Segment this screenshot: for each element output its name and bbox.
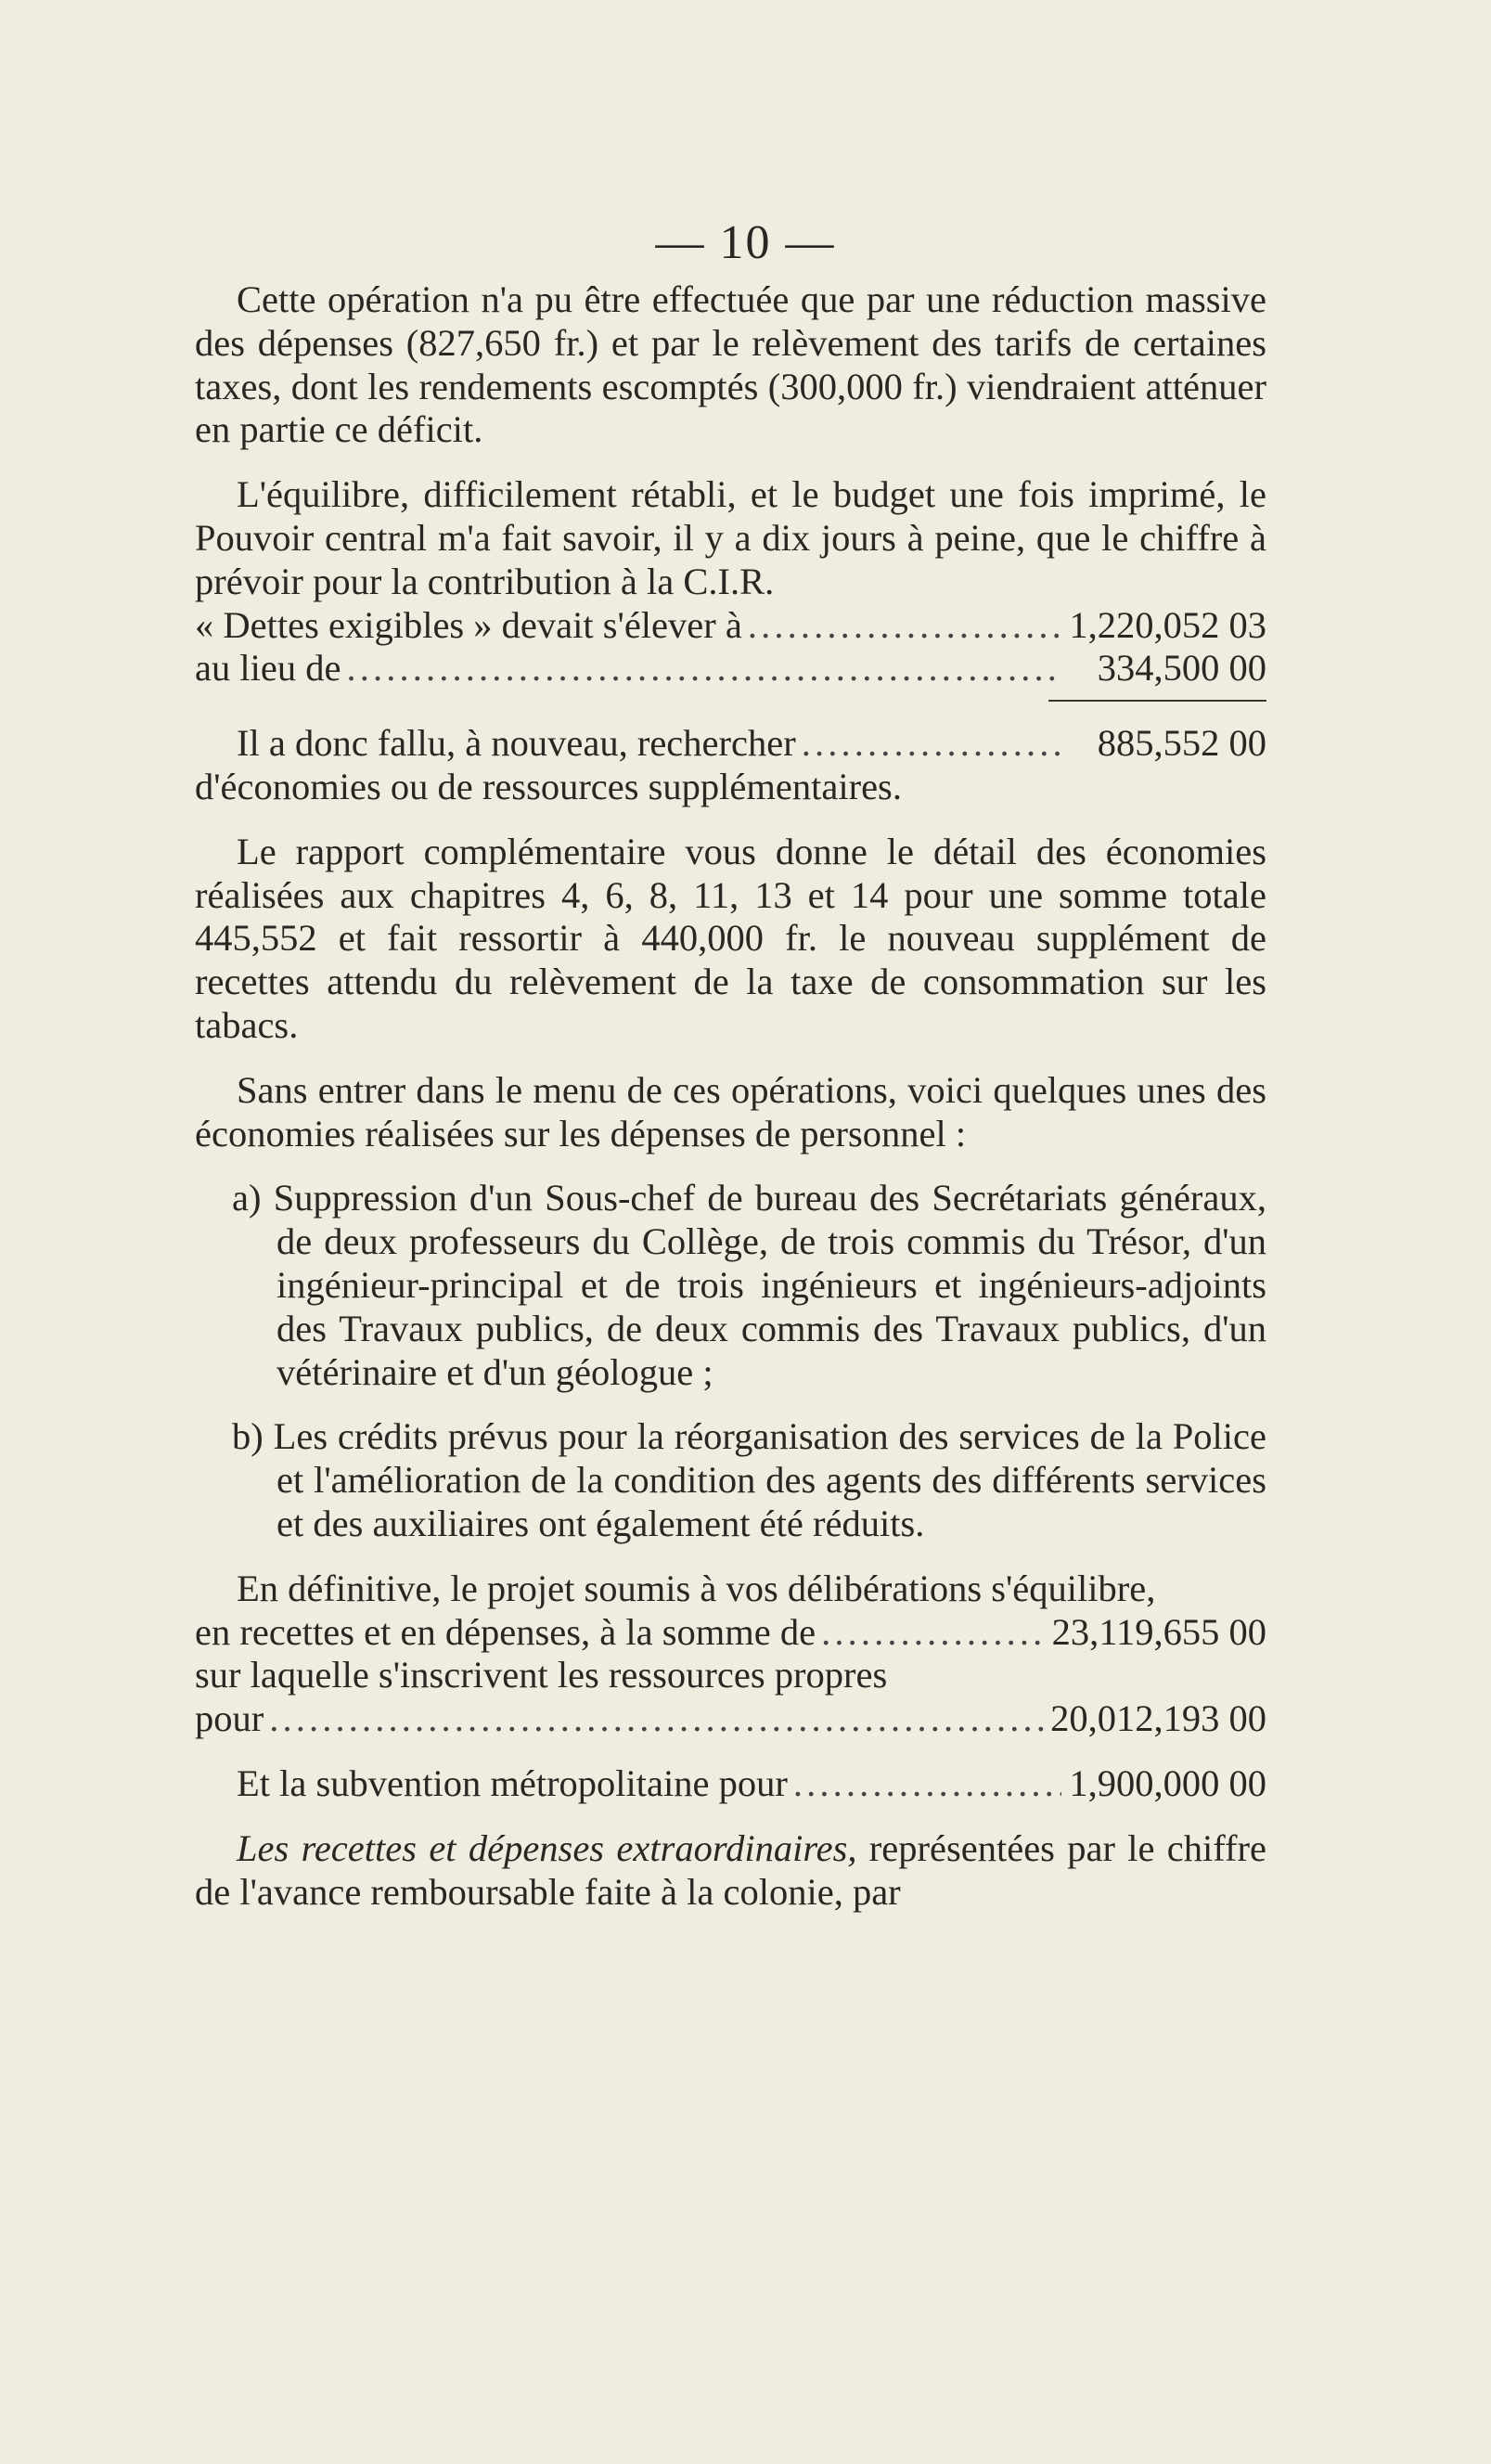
paragraph-definitive xyxy=(195,1567,1266,1741)
subvention-label: Et la subvention métropolitaine pour xyxy=(237,1761,788,1804)
extraordinaires-italic: Les recettes et dépenses extraordinaires, xyxy=(237,1826,857,1869)
equilibre-text: L'équilibre, difficilement rétabli, et le budget une fois imprimé, le Pouvoir central m'a fait savoir, il y a dix jours à peine, que le chiffre à prévoir pour la contribution à la C.I.R. xyxy=(195,473,1266,602)
subvention-line xyxy=(195,1762,1266,1806)
au-lieu-de-line xyxy=(195,647,1266,690)
subtraction-rule xyxy=(1048,700,1266,702)
item-b-marker: b) xyxy=(232,1415,263,1458)
fallu-label: Il a donc fallu, à nouveau, rechercher xyxy=(237,722,796,765)
dot-leader xyxy=(748,604,1061,648)
paragraph-equilibre xyxy=(195,473,1266,702)
fallu-tail: d'économies ou de ressources supplémentaires. xyxy=(195,765,902,807)
somme-label: en recettes et en dépenses, à la somme de xyxy=(195,1610,816,1653)
dettes-exigibles-amount: 1,220,052 03 xyxy=(1069,603,1266,646)
extraordinaires-rest: représentées par le chiffre de l'avance remboursable faite à la colonie, par xyxy=(195,1826,1266,1913)
pour-line xyxy=(195,1697,1266,1741)
dot-leader xyxy=(346,647,1061,690)
somme-line xyxy=(195,1611,1266,1655)
pour-amount: 20,012,193 00 xyxy=(1050,1697,1266,1740)
list-item-a xyxy=(195,1177,1266,1394)
list-item-b xyxy=(195,1415,1266,1545)
item-a-marker: a) xyxy=(232,1177,262,1219)
paragraph-extraordinaires xyxy=(195,1827,1266,1915)
pour-label: pour xyxy=(195,1697,264,1740)
dot-leader xyxy=(793,1762,1061,1806)
ressources-text: sur laquelle s'inscrivent les ressources propres xyxy=(195,1654,888,1696)
paragraph-operation: Cette opération n'a pu être effectuée que par une réduction massive des dépenses (827,650 fr.) et par le relèvement des tarifs de certaines taxes, dont les rendements escomptés (300,000 fr.) viendraient atténuer en partie ce déficit. xyxy=(195,278,1266,451)
paragraph-rapport: Le rapport complémentaire vous donne le détail des économies réalisées aux chapitres 4, 6, 8, 11, 13 et 14 pour une somme totale 445,552 et fait ressortir à 440,000 fr. le nouveau supplément de recettes attendu du relèvement de la taxe de consommation sur les tabacs. xyxy=(195,830,1266,1046)
au-lieu-de-amount: 334,500 00 xyxy=(1097,647,1266,690)
au-lieu-de-label: au lieu de xyxy=(195,647,341,690)
somme-amount: 23,119,655 00 xyxy=(1051,1610,1266,1653)
body-text xyxy=(195,278,1266,1935)
page-number: — 10 — xyxy=(655,216,836,269)
dot-leader xyxy=(821,1611,1047,1655)
definitive-text: En définitive, le projet soumis à vos délibérations s'équilibre, xyxy=(237,1567,1156,1609)
paragraph-fallu xyxy=(195,722,1266,809)
dot-leader xyxy=(802,722,1061,766)
dettes-exigibles-line xyxy=(195,604,1266,648)
paragraph-sans-entrer: Sans entrer dans le menu de ces opérations, voici quelques unes des économies réalisées sur les dépenses de personnel : xyxy=(195,1068,1266,1155)
item-a-text: Suppression d'un Sous-chef de bureau des Secrétariats généraux, de deux professeurs du Collège, de trois commis du Trésor, d'un ingénieur-principal et de trois ingénieurs et ingénieurs-adjoints des Travaux publics, de deux commis des Travaux publics, d'un vétérinaire et d'un géologue ; xyxy=(273,1177,1267,1393)
paragraph-subvention xyxy=(195,1762,1266,1806)
fallu-line xyxy=(195,722,1266,766)
dettes-exigibles-label: « Dettes exigibles » devait s'élever à xyxy=(195,603,742,646)
fallu-amount: 885,552 00 xyxy=(1097,722,1266,765)
subvention-amount: 1,900,000 00 xyxy=(1069,1761,1266,1804)
item-b-text: Les crédits prévus pour la réorganisation des services de la Police et l'amélioration de la condition des agents des différents services et des auxiliaires ont également été réduits. xyxy=(273,1415,1267,1544)
dot-leader xyxy=(269,1697,1045,1741)
